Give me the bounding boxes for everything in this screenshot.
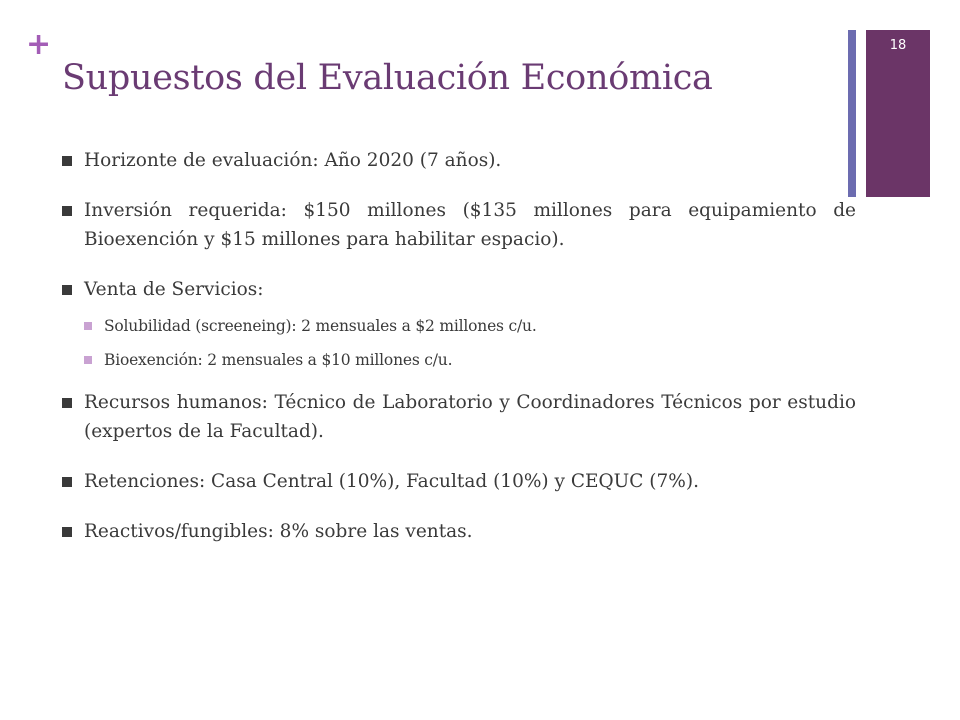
accent-bar-main (866, 30, 930, 197)
sub-bullet-solubilidad: Solubilidad (screeneing): 2 mensuales a $2 millones c/u. (84, 314, 856, 338)
slide-content (62, 146, 856, 546)
plus-icon: + (26, 27, 52, 62)
bullet-inversion: Inversión requerida: $150 millones ($135 millones para equipamiento de Bioexención y $15 millones para habilitar espacio). (62, 196, 856, 254)
slide-title: Supuestos del Evaluación Económica (62, 58, 713, 98)
bullet-horizonte: Horizonte de evaluación: Año 2020 (7 años). (62, 146, 856, 175)
bullet-venta-servicios: Venta de Servicios: (62, 275, 856, 304)
sub-bullet-bioexencion: Bioexención: 2 mensuales a $10 millones c/u. (84, 348, 856, 372)
page-number: 18 (889, 38, 907, 53)
bullet-recursos-humanos: Recursos humanos: Técnico de Laboratorio y Coordinadores Técnicos por estudio (expertos de la Facultad). (62, 388, 856, 446)
bullet-retenciones: Retenciones: Casa Central (10%), Facultad (10%) y CEQUC (7%). (62, 467, 856, 496)
bullet-reactivos: Reactivos/fungibles: 8% sobre las ventas. (62, 517, 856, 546)
